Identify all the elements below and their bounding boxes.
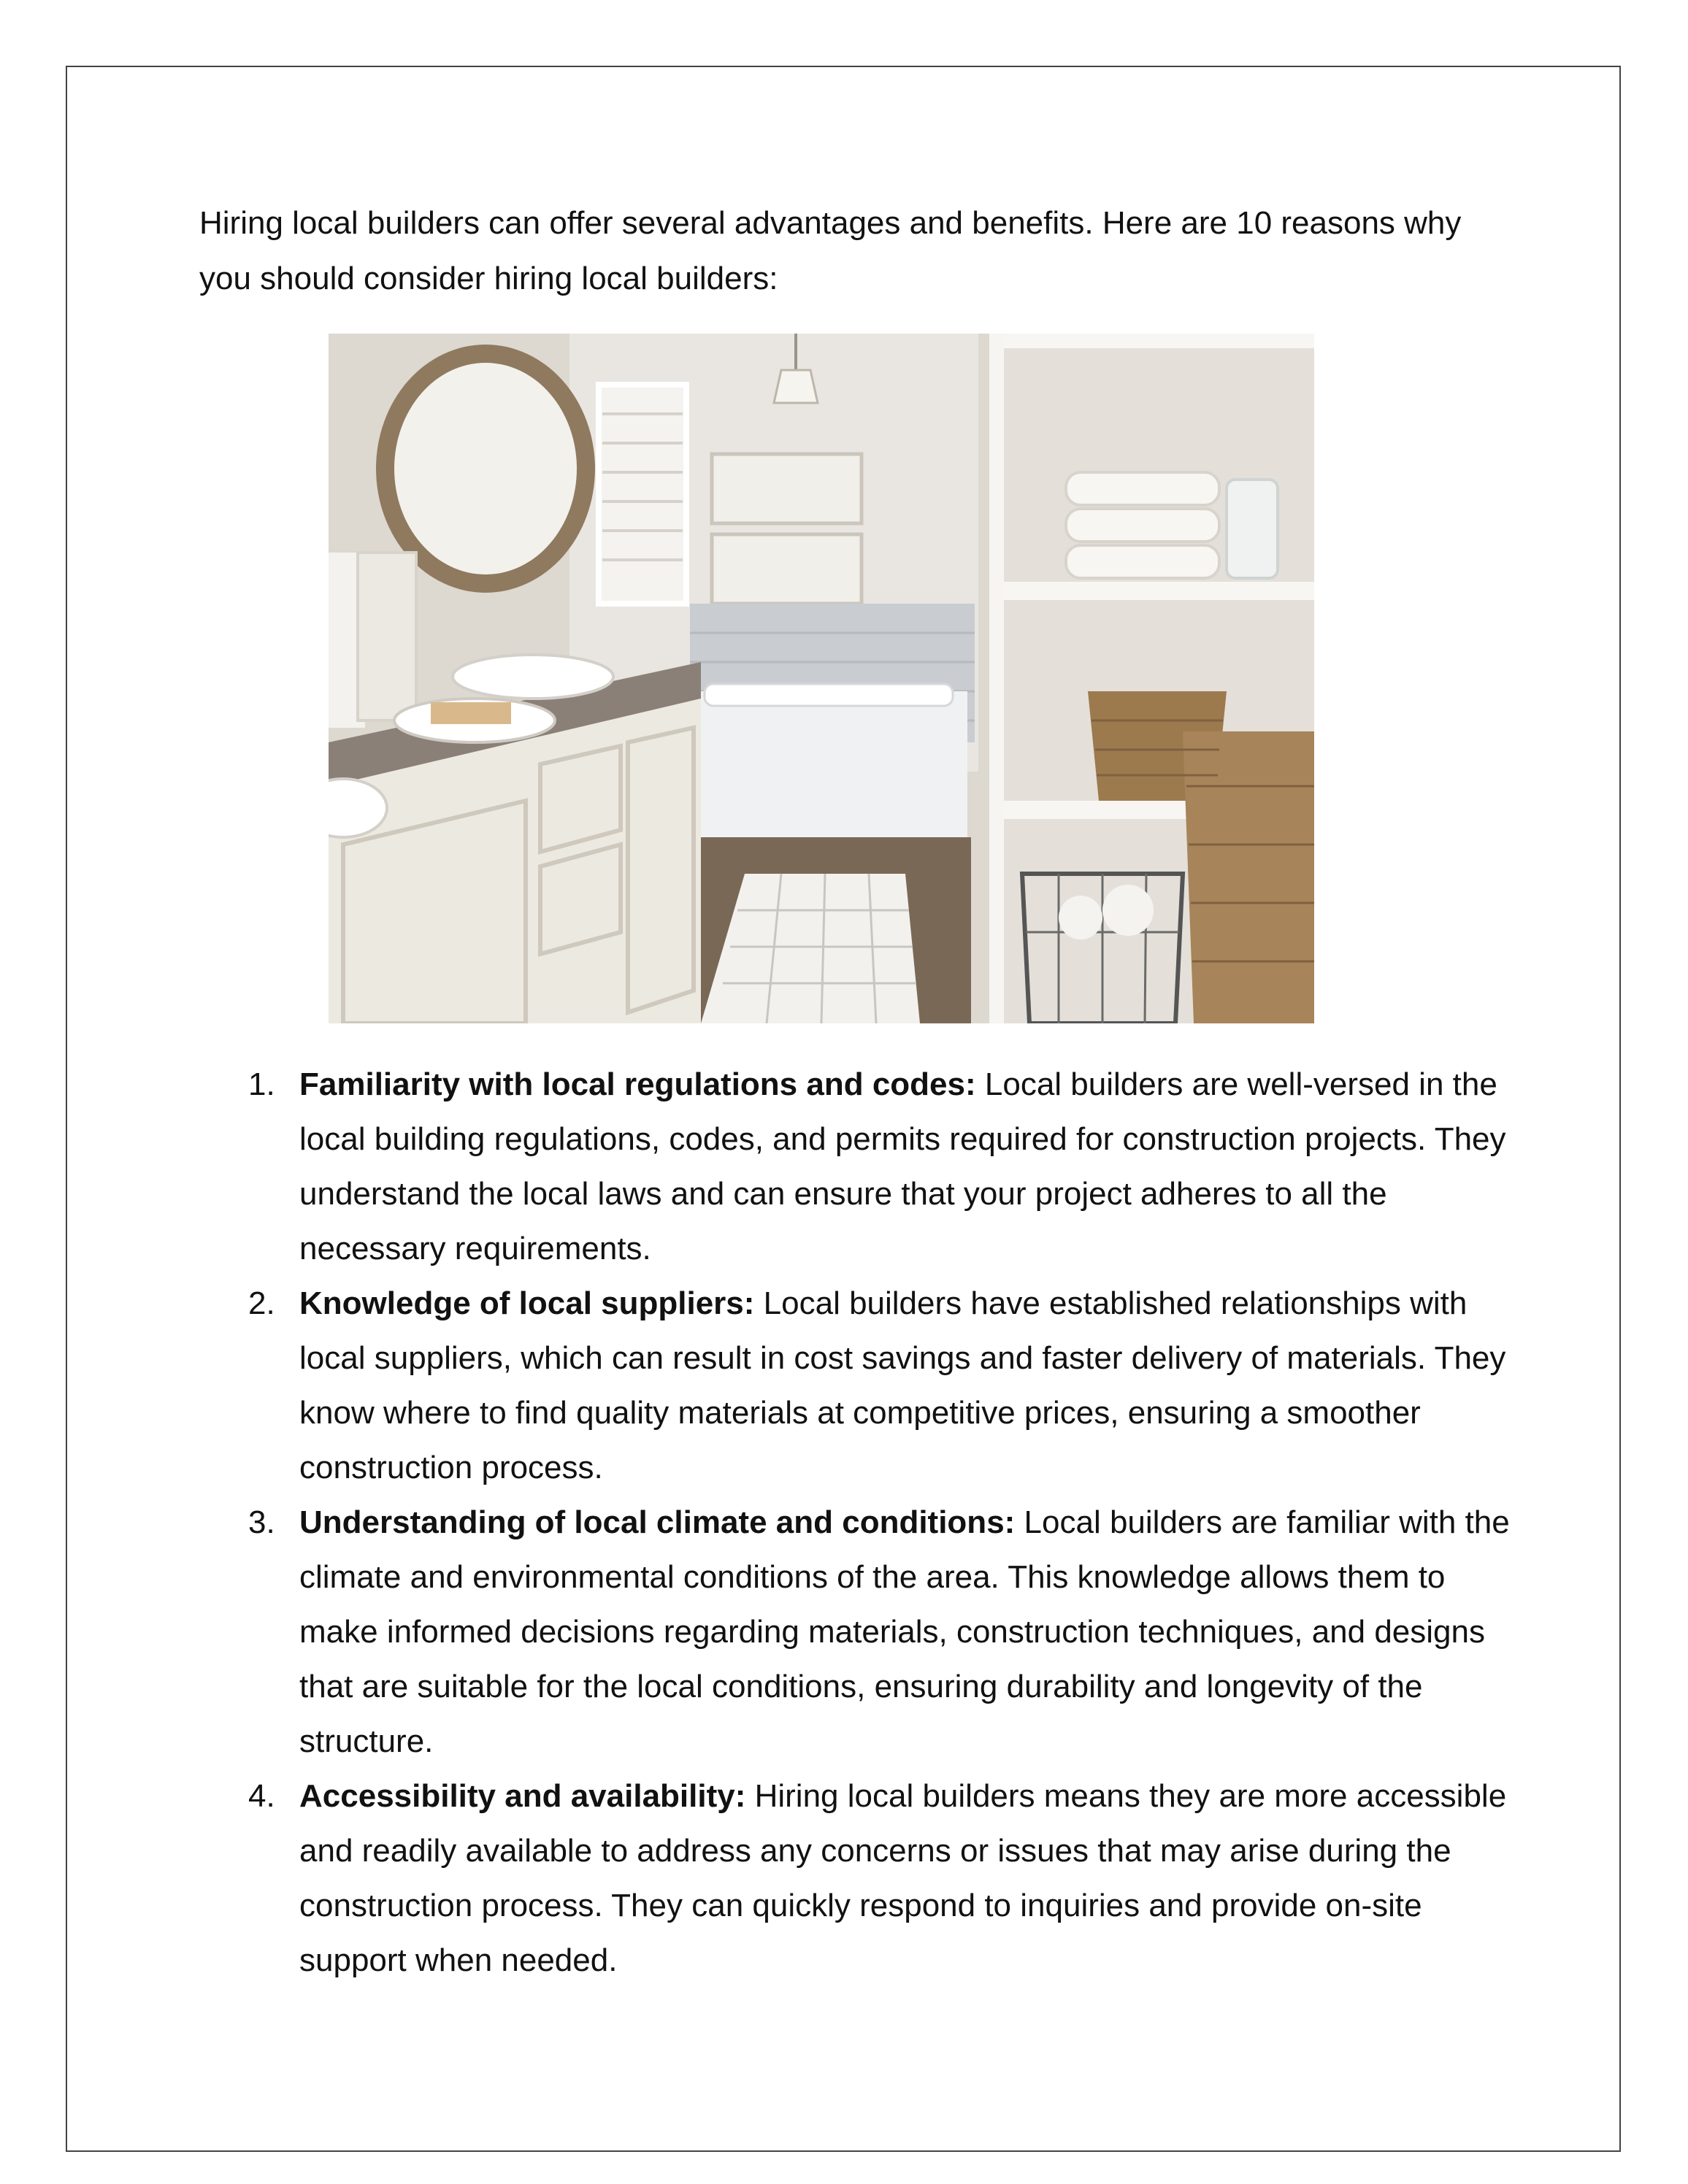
list-item-number: 1. [248, 1066, 275, 1102]
list-item [248, 1769, 1519, 1988]
list-item-title: Accessibility and availability: [299, 1778, 746, 1814]
list-item-body: Hiring local builders means they are more accessible and readily available to address any concerns or issues that may arise during the construction process. They can quickly respond to inquiries and provide on-site support when needed. [299, 1778, 1507, 1978]
reasons-list [248, 1057, 1519, 1988]
list-item-title: Knowledge of local suppliers: [299, 1285, 755, 1321]
list-item-body: Local builders are familiar with the climate and environmental conditions of the area. This knowledge allows them to make informed decisions regarding materials, construction techniques, and designs that are suitable for the local conditions, ensuring durability and longevity of the structure. [299, 1504, 1510, 1759]
list-item-title: Understanding of local climate and conditions: [299, 1504, 1016, 1540]
list-item-number: 4. [248, 1778, 275, 1814]
list-item-number: 3. [248, 1504, 275, 1540]
list-item-body: Local builders have established relationships with local suppliers, which can result in cost savings and faster delivery of materials. They know where to find quality materials at competitive prices, ensuring a smoother construction process. [299, 1285, 1506, 1485]
bathroom-illustration [329, 334, 1314, 1023]
list-item [248, 1276, 1519, 1495]
list-item [248, 1057, 1519, 1276]
bathroom-photo [329, 334, 1314, 1023]
intro-paragraph: Hiring local builders can offer several advantages and benefits. Here are 10 reasons why you should consider hiring local builders: [199, 205, 1462, 296]
list-item-title: Familiarity with local regulations and codes: [299, 1066, 976, 1102]
list-item-number: 2. [248, 1285, 275, 1321]
list-item [248, 1495, 1519, 1769]
list-item-body: Local builders are well-versed in the local building regulations, codes, and permits required for construction projects. They understand the local laws and can ensure that your project adheres to all the necessary requirements. [299, 1066, 1506, 1266]
